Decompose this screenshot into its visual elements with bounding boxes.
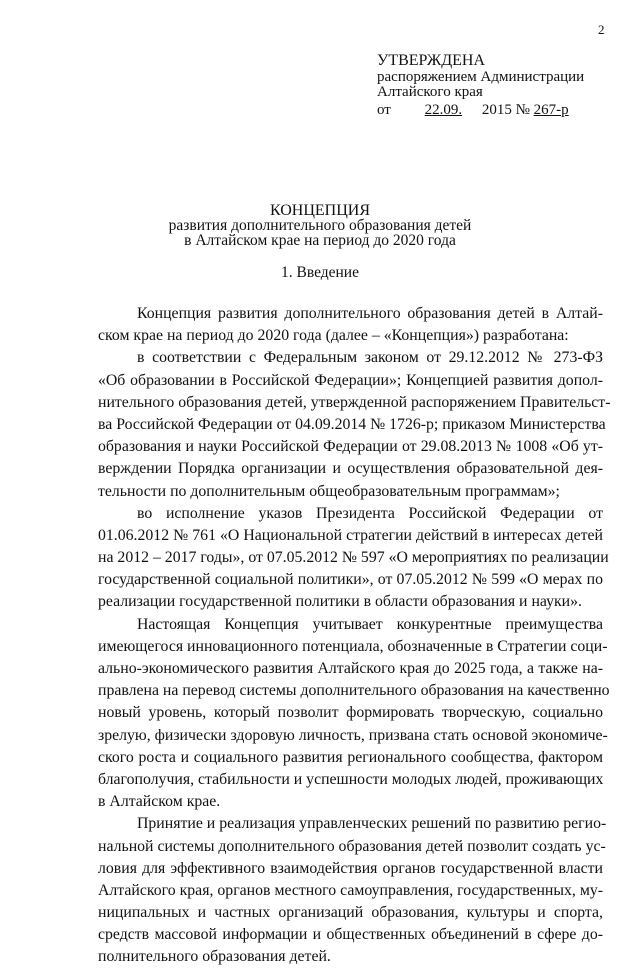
body-line: ловия для эффективного взаимодействия органов государственной власти (98, 859, 603, 877)
body-line: в Алтайском крае. (98, 793, 221, 811)
approval-title: УТВЕРЖДЕНА (377, 52, 486, 69)
body-line: нительного образования детей, утвержденной распоряжением Правительст- (98, 393, 611, 411)
body-line: Алтайского края, органов местного самоуправления, государственных, му- (98, 881, 603, 899)
approval-date-line (377, 103, 584, 118)
approval-date-field (395, 102, 479, 118)
document-title-line-1: развития дополнительного образования детей (168, 217, 472, 234)
body-line: нальной системы дополнительного образования детей позволит создать ус- (98, 837, 606, 855)
body-text (98, 303, 611, 969)
body-line: образования и науки Российской Федерации от 29.08.2013 № 1008 «Об ут- (98, 438, 603, 456)
document-title-line-2: в Алтайском крае на период до 2020 года (184, 232, 456, 249)
approval-block (377, 53, 584, 118)
body-line: «Об образовании в Российской Федерации»; Концепцией развития допол- (98, 371, 603, 389)
document-title (0, 203, 640, 248)
page-number: 2 (598, 22, 605, 37)
body-line: в соответствии с Федеральным законом от 29.12.2012 № 273-ФЗ (137, 349, 603, 367)
body-line: правлена на перевод системы дополнительного образования на качественно (98, 682, 610, 700)
body-line: ского роста и социального развития регионального сообщества, фактором (98, 748, 603, 766)
body-line: имеющегося инновационного потенциала, обозначенные в Стратегии соци- (98, 637, 608, 655)
approval-line-2: Алтайского края (377, 84, 483, 100)
body-line: ском крае на период до 2020 года (далее – «Концепция») разработана: (98, 327, 569, 345)
approval-date-value: 22.09. (424, 102, 463, 118)
body-line: средств массовой информации и общественных объединений в сфере до- (98, 926, 603, 944)
body-line: 01.06.2012 № 761 «О Национальной стратегии действий в интересах детей (98, 526, 603, 544)
body-line: Концепция развития дополнительного образования детей в Алтай- (137, 305, 603, 322)
body-line: во исполнение указов Президента Российской Федерации от (137, 504, 603, 522)
body-line: новый уровень, который позволит формировать творческую, социально (98, 704, 603, 722)
body-line: зрелую, физически здоровую личность, призвана стать основой экономиче- (98, 726, 608, 744)
body-line: на 2012 – 2017 годы», от 07.05.2012 № 597 «О мероприятиях по реализации (98, 549, 609, 567)
body-line: Настоящая Концепция учитывает конкурентные преимущества (137, 615, 603, 633)
approval-number-field (534, 102, 581, 118)
body-line: государственной социальной политики», от 07.05.2012 № 599 «О мерах по (98, 571, 603, 589)
body-line: ниципальных и частных организаций образования, культуры и спорта, (98, 904, 603, 922)
body-line: ва Российской Федерации от 04.09.2014 № 1726-р; приказом Министерства (98, 415, 606, 433)
body-line: тельности по дополнительным общеобразовательным программам»; (98, 482, 560, 500)
body-line: полнительного образования детей. (98, 948, 331, 966)
body-line: верждении Порядка организации и осуществления образовательной дея- (98, 460, 603, 478)
body-line: ально-экономического развития Алтайского края до 2025 года, а также на- (98, 660, 603, 677)
body-line: реализации государственной политики в области образования и науки». (98, 593, 582, 611)
document-heading: КОНЦЕПЦИЯ (269, 202, 371, 219)
approval-number-value: 267-р (533, 102, 569, 118)
approval-year: 2015 № (481, 102, 530, 118)
body-line: Принятие и реализация управленческих решений по развитию регио- (137, 815, 607, 833)
body-line: благополучия, стабильности и успешности молодых людей, проживающих (98, 770, 604, 788)
approval-line-1: распоряжением Администрации (377, 69, 585, 85)
approval-date-prefix: от (377, 102, 391, 118)
section-heading: 1. Введение (281, 264, 359, 281)
